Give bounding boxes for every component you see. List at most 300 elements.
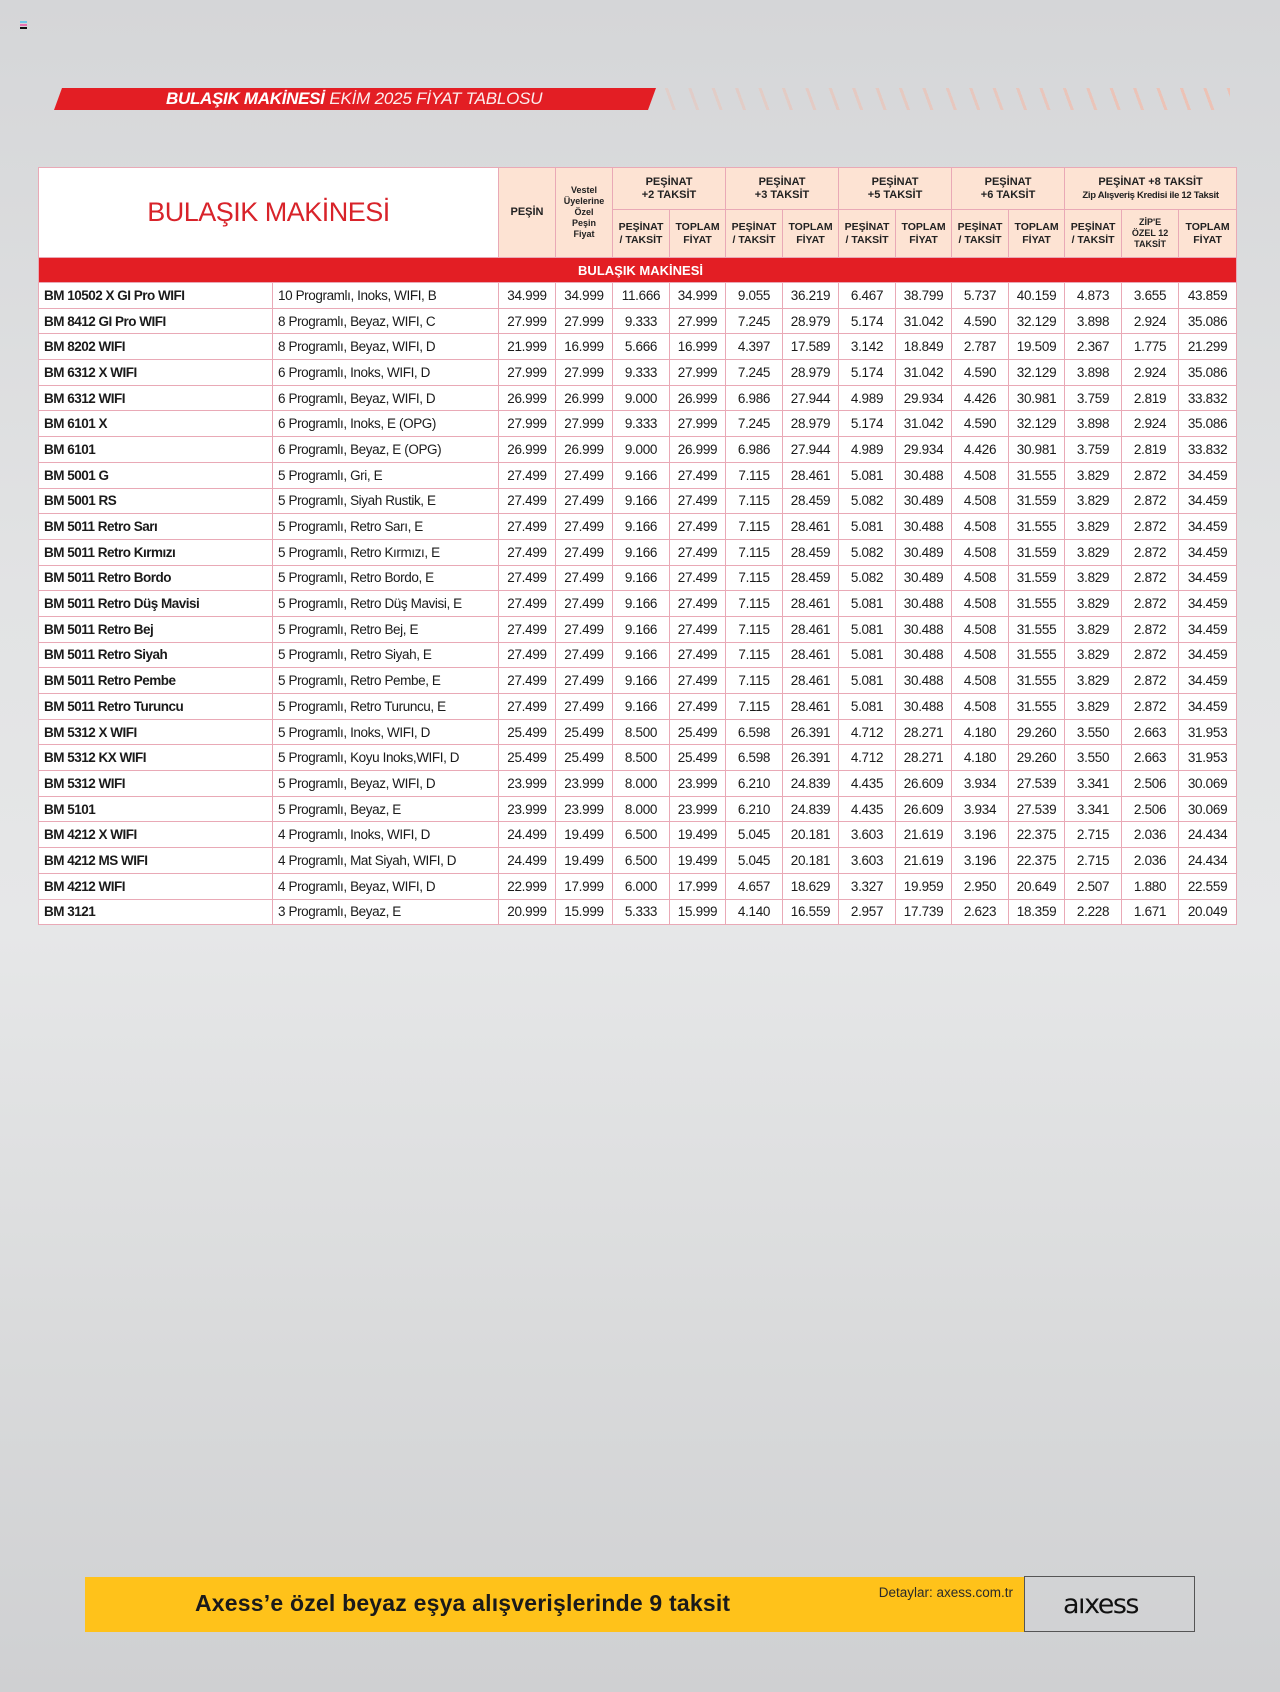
- cell-toplam-2: 27.499: [670, 616, 726, 642]
- cell-description: 5 Programlı, Retro Sarı, E: [273, 514, 499, 540]
- cell-vestel-price: 26.999: [556, 437, 613, 463]
- cell-pesin: 23.999: [499, 796, 556, 822]
- cell-pesin: 27.999: [499, 308, 556, 334]
- cell-pesin: 24.499: [499, 822, 556, 848]
- cell-pesinat-8: 2.715: [1065, 822, 1122, 848]
- cell-toplam-6: 31.555: [1009, 642, 1065, 668]
- cell-pesinat-8: 3.829: [1065, 668, 1122, 694]
- header-sub-pesinat-3: PEŞİNAT / TAKSİT: [726, 210, 783, 258]
- cell-model: BM 6101 X: [39, 411, 273, 437]
- cell-zip-12: 2.872: [1122, 642, 1179, 668]
- cell-vestel-price: 27.499: [556, 694, 613, 720]
- cell-toplam-2: 27.499: [670, 642, 726, 668]
- cell-vestel-price: 27.999: [556, 411, 613, 437]
- cell-pesin: 25.499: [499, 719, 556, 745]
- cell-toplam-2: 27.499: [670, 591, 726, 617]
- cell-pesinat-5: 4.989: [839, 437, 896, 463]
- cell-pesinat-5: 6.467: [839, 283, 896, 309]
- cell-pesin: 27.499: [499, 488, 556, 514]
- cell-pesin: 27.499: [499, 616, 556, 642]
- cell-zip-12: 2.506: [1122, 771, 1179, 797]
- cell-description: 4 Programlı, Beyaz, WIFI, D: [273, 873, 499, 899]
- cell-model: BM 8412 GI Pro WIFI: [39, 308, 273, 334]
- cell-pesinat-8: 3.341: [1065, 796, 1122, 822]
- cell-toplam-8: 24.434: [1179, 848, 1237, 874]
- cell-toplam-2: 26.999: [670, 385, 726, 411]
- table-row: [39, 668, 1237, 694]
- cell-pesinat-8: 3.829: [1065, 642, 1122, 668]
- cell-toplam-8: 34.459: [1179, 565, 1237, 591]
- table-row: [39, 283, 1237, 309]
- cell-vestel-price: 27.499: [556, 539, 613, 565]
- cell-pesinat-3: 7.245: [726, 411, 783, 437]
- cell-zip-12: 2.506: [1122, 796, 1179, 822]
- cell-pesinat-5: 5.081: [839, 694, 896, 720]
- cell-toplam-3: 28.461: [783, 591, 839, 617]
- cell-model: BM 4212 X WIFI: [39, 822, 273, 848]
- cell-toplam-6: 31.555: [1009, 514, 1065, 540]
- cell-pesinat-2: 9.166: [613, 488, 670, 514]
- cell-toplam-2: 27.499: [670, 694, 726, 720]
- cell-vestel-price: 27.499: [556, 591, 613, 617]
- cell-vestel-price: 27.499: [556, 514, 613, 540]
- cell-vestel-price: 17.999: [556, 873, 613, 899]
- cell-pesinat-6: 2.623: [952, 899, 1009, 925]
- cell-pesinat-2: 6.000: [613, 873, 670, 899]
- cell-pesinat-6: 3.196: [952, 848, 1009, 874]
- cell-pesinat-3: 4.397: [726, 334, 783, 360]
- cell-toplam-5: 30.488: [896, 462, 952, 488]
- cell-pesinat-5: 5.081: [839, 642, 896, 668]
- cell-pesinat-8: 3.550: [1065, 719, 1122, 745]
- cell-toplam-3: 18.629: [783, 873, 839, 899]
- page-title-light: EKİM 2025 FİYAT TABLOSU: [329, 89, 543, 108]
- cell-pesinat-5: 3.142: [839, 334, 896, 360]
- cell-pesinat-6: 4.508: [952, 616, 1009, 642]
- cell-toplam-8: 34.459: [1179, 694, 1237, 720]
- cell-toplam-6: 31.555: [1009, 668, 1065, 694]
- cell-toplam-2: 26.999: [670, 437, 726, 463]
- table-row: [39, 437, 1237, 463]
- cell-toplam-8: 34.459: [1179, 591, 1237, 617]
- cell-toplam-3: 16.559: [783, 899, 839, 925]
- cell-description: 10 Programlı, Inoks, WIFI, B: [273, 283, 499, 309]
- cell-vestel-price: 19.499: [556, 848, 613, 874]
- cell-pesinat-5: 4.435: [839, 771, 896, 797]
- cell-pesinat-2: 8.500: [613, 719, 670, 745]
- cell-toplam-6: 22.375: [1009, 822, 1065, 848]
- cell-vestel-price: 27.499: [556, 488, 613, 514]
- cell-pesinat-2: 9.166: [613, 591, 670, 617]
- cell-pesinat-8: 2.715: [1065, 848, 1122, 874]
- cell-toplam-8: 34.459: [1179, 488, 1237, 514]
- cell-pesinat-8: 3.898: [1065, 411, 1122, 437]
- cell-vestel-price: 25.499: [556, 719, 613, 745]
- cell-toplam-5: 17.739: [896, 899, 952, 925]
- cell-pesinat-6: 4.508: [952, 488, 1009, 514]
- cell-pesinat-5: 3.327: [839, 873, 896, 899]
- cell-pesinat-5: 3.603: [839, 822, 896, 848]
- cell-model: BM 6101: [39, 437, 273, 463]
- cell-pesinat-6: 4.426: [952, 437, 1009, 463]
- header-sub-zip-12: ZİP'E ÖZEL 12 TAKSİT: [1122, 210, 1179, 258]
- header-sub-toplam-3: TOPLAM FİYAT: [783, 210, 839, 258]
- header-sub-toplam-5: TOPLAM FİYAT: [896, 210, 952, 258]
- cell-description: 6 Programlı, Beyaz, WIFI, D: [273, 385, 499, 411]
- cell-pesinat-5: 3.603: [839, 848, 896, 874]
- axess-logo-box: [1024, 1576, 1195, 1632]
- cell-toplam-5: 30.488: [896, 668, 952, 694]
- cell-toplam-3: 28.979: [783, 411, 839, 437]
- cell-zip-12: 2.924: [1122, 411, 1179, 437]
- cell-pesinat-3: 7.115: [726, 514, 783, 540]
- cell-zip-12: 2.872: [1122, 565, 1179, 591]
- cell-pesinat-8: 3.341: [1065, 771, 1122, 797]
- cell-pesinat-3: 7.115: [726, 642, 783, 668]
- header-sub-pesinat-8: PEŞİNAT / TAKSİT: [1065, 210, 1122, 258]
- cell-pesinat-5: 5.081: [839, 591, 896, 617]
- cell-pesinat-3: 6.210: [726, 796, 783, 822]
- cell-description: 5 Programlı, Beyaz, WIFI, D: [273, 771, 499, 797]
- cell-zip-12: 2.872: [1122, 591, 1179, 617]
- cell-pesinat-6: 4.508: [952, 642, 1009, 668]
- cell-pesin: 26.999: [499, 437, 556, 463]
- cell-description: 5 Programlı, Retro Siyah, E: [273, 642, 499, 668]
- cell-zip-12: 2.872: [1122, 616, 1179, 642]
- cell-pesinat-3: 6.598: [726, 719, 783, 745]
- cell-pesinat-3: 7.115: [726, 488, 783, 514]
- cell-pesinat-8: 3.829: [1065, 488, 1122, 514]
- table-row: [39, 514, 1237, 540]
- cell-pesinat-3: 9.055: [726, 283, 783, 309]
- cell-toplam-5: 30.488: [896, 694, 952, 720]
- cell-pesinat-2: 9.333: [613, 360, 670, 386]
- cell-description: 5 Programlı, Retro Pembe, E: [273, 668, 499, 694]
- cell-toplam-2: 25.499: [670, 745, 726, 771]
- cell-pesinat-5: 4.989: [839, 385, 896, 411]
- cell-pesin: 25.499: [499, 745, 556, 771]
- cell-pesinat-5: 5.082: [839, 488, 896, 514]
- cell-toplam-6: 32.129: [1009, 308, 1065, 334]
- cell-zip-12: 2.872: [1122, 539, 1179, 565]
- cell-toplam-5: 19.959: [896, 873, 952, 899]
- cell-pesinat-2: 8.000: [613, 796, 670, 822]
- cell-toplam-3: 26.391: [783, 745, 839, 771]
- cell-pesinat-6: 4.590: [952, 360, 1009, 386]
- cell-zip-12: 2.872: [1122, 668, 1179, 694]
- cell-model: BM 5101: [39, 796, 273, 822]
- cell-pesinat-3: 6.986: [726, 437, 783, 463]
- cell-toplam-5: 30.488: [896, 642, 952, 668]
- cell-pesinat-5: 5.174: [839, 411, 896, 437]
- cell-toplam-3: 28.459: [783, 539, 839, 565]
- cell-toplam-6: 29.260: [1009, 719, 1065, 745]
- cell-pesinat-5: 4.712: [839, 745, 896, 771]
- cell-zip-12: 2.036: [1122, 848, 1179, 874]
- cell-vestel-price: 34.999: [556, 283, 613, 309]
- cell-toplam-8: 35.086: [1179, 411, 1237, 437]
- table-row: [39, 719, 1237, 745]
- promo-banner: [85, 1577, 1025, 1632]
- cell-pesinat-2: 9.166: [613, 514, 670, 540]
- header-pesin: PEŞİN: [499, 168, 556, 258]
- cell-description: 5 Programlı, Retro Düş Mavisi, E: [273, 591, 499, 617]
- table-row: [39, 822, 1237, 848]
- cell-model: BM 3121: [39, 899, 273, 925]
- cell-toplam-6: 30.981: [1009, 385, 1065, 411]
- cell-vestel-price: 27.999: [556, 360, 613, 386]
- cell-toplam-5: 38.799: [896, 283, 952, 309]
- cell-toplam-6: 18.359: [1009, 899, 1065, 925]
- cell-toplam-8: 34.459: [1179, 642, 1237, 668]
- cell-toplam-5: 30.489: [896, 488, 952, 514]
- table-row: [39, 360, 1237, 386]
- cell-zip-12: 1.880: [1122, 873, 1179, 899]
- cell-pesinat-3: 7.115: [726, 616, 783, 642]
- table-row: [39, 873, 1237, 899]
- cell-pesinat-5: 5.174: [839, 360, 896, 386]
- cell-pesinat-6: 5.737: [952, 283, 1009, 309]
- cell-toplam-3: 27.944: [783, 437, 839, 463]
- table-brand-title: BULAŞIK MAKİNESİ: [39, 168, 499, 258]
- cell-zip-12: 2.872: [1122, 462, 1179, 488]
- cell-model: BM 5011 Retro Siyah: [39, 642, 273, 668]
- cell-description: 5 Programlı, Retro Turuncu, E: [273, 694, 499, 720]
- cell-pesinat-6: 2.787: [952, 334, 1009, 360]
- table-row: [39, 694, 1237, 720]
- cell-zip-12: 2.872: [1122, 488, 1179, 514]
- cell-pesinat-6: 4.590: [952, 411, 1009, 437]
- cell-pesinat-3: 7.115: [726, 462, 783, 488]
- cell-toplam-6: 32.129: [1009, 411, 1065, 437]
- cell-pesin: 27.999: [499, 360, 556, 386]
- cell-toplam-2: 27.499: [670, 488, 726, 514]
- cell-pesin: 20.999: [499, 899, 556, 925]
- cell-pesin: 24.499: [499, 848, 556, 874]
- cell-pesinat-2: 9.166: [613, 642, 670, 668]
- cell-pesinat-8: 3.898: [1065, 360, 1122, 386]
- cell-pesinat-2: 9.000: [613, 385, 670, 411]
- cell-toplam-2: 27.499: [670, 462, 726, 488]
- cell-toplam-8: 34.459: [1179, 514, 1237, 540]
- cell-toplam-8: 34.459: [1179, 539, 1237, 565]
- cell-toplam-8: 31.953: [1179, 719, 1237, 745]
- cell-toplam-8: 31.953: [1179, 745, 1237, 771]
- cell-pesinat-8: 3.829: [1065, 514, 1122, 540]
- cell-pesinat-6: 4.180: [952, 719, 1009, 745]
- cell-toplam-8: 21.299: [1179, 334, 1237, 360]
- header-sub-pesinat-6: PEŞİNAT / TAKSİT: [952, 210, 1009, 258]
- cell-pesinat-2: 5.666: [613, 334, 670, 360]
- table-row: [39, 411, 1237, 437]
- cell-toplam-5: 30.489: [896, 565, 952, 591]
- cell-toplam-6: 31.555: [1009, 694, 1065, 720]
- cell-toplam-8: 43.859: [1179, 283, 1237, 309]
- cell-zip-12: 2.924: [1122, 308, 1179, 334]
- cell-vestel-price: 19.499: [556, 822, 613, 848]
- cell-pesinat-6: 4.508: [952, 514, 1009, 540]
- cell-pesinat-8: 3.829: [1065, 591, 1122, 617]
- table-row: [39, 334, 1237, 360]
- cell-toplam-3: 28.979: [783, 308, 839, 334]
- cell-toplam-6: 20.649: [1009, 873, 1065, 899]
- cell-zip-12: 3.655: [1122, 283, 1179, 309]
- table-row: [39, 616, 1237, 642]
- cell-pesinat-5: 4.712: [839, 719, 896, 745]
- cell-toplam-2: 27.499: [670, 514, 726, 540]
- cell-zip-12: 1.775: [1122, 334, 1179, 360]
- cell-toplam-5: 31.042: [896, 411, 952, 437]
- cell-toplam-3: 28.979: [783, 360, 839, 386]
- cell-toplam-8: 33.832: [1179, 437, 1237, 463]
- cell-zip-12: 2.819: [1122, 437, 1179, 463]
- table-row: [39, 899, 1237, 925]
- cell-toplam-5: 21.619: [896, 822, 952, 848]
- cell-toplam-2: 27.499: [670, 565, 726, 591]
- cell-toplam-3: 20.181: [783, 848, 839, 874]
- cell-pesinat-6: 4.508: [952, 668, 1009, 694]
- cell-toplam-5: 31.042: [896, 360, 952, 386]
- cell-toplam-3: 28.461: [783, 642, 839, 668]
- cell-toplam-2: 16.999: [670, 334, 726, 360]
- cell-toplam-5: 18.849: [896, 334, 952, 360]
- cell-pesinat-5: 2.957: [839, 899, 896, 925]
- cell-pesinat-6: 4.508: [952, 462, 1009, 488]
- cell-toplam-2: 23.999: [670, 796, 726, 822]
- cell-toplam-5: 30.489: [896, 539, 952, 565]
- cell-description: 3 Programlı, Beyaz, E: [273, 899, 499, 925]
- cell-toplam-8: 34.459: [1179, 668, 1237, 694]
- table-row: [39, 308, 1237, 334]
- cell-pesinat-6: 2.950: [952, 873, 1009, 899]
- cell-model: BM 5001 G: [39, 462, 273, 488]
- cell-vestel-price: 27.499: [556, 462, 613, 488]
- cell-pesinat-2: 9.166: [613, 539, 670, 565]
- header-group-8-taksit: PEŞİNAT +8 TAKSİT Zip Alışveriş Kredisi ile 12 Taksit: [1065, 168, 1237, 210]
- cell-model: BM 8202 WIFI: [39, 334, 273, 360]
- cell-toplam-6: 27.539: [1009, 796, 1065, 822]
- cell-model: BM 5312 X WIFI: [39, 719, 273, 745]
- cell-pesinat-8: 2.367: [1065, 334, 1122, 360]
- cell-toplam-2: 27.499: [670, 539, 726, 565]
- cell-toplam-6: 22.375: [1009, 848, 1065, 874]
- cell-toplam-5: 31.042: [896, 308, 952, 334]
- header-vestel-price: Vestel Üyelerine Özel Peşin Fiyat: [556, 168, 613, 258]
- cell-toplam-2: 27.999: [670, 360, 726, 386]
- table-row: [39, 385, 1237, 411]
- cell-toplam-5: 26.609: [896, 771, 952, 797]
- cell-toplam-3: 20.181: [783, 822, 839, 848]
- cell-model: BM 5312 KX WIFI: [39, 745, 273, 771]
- cell-pesinat-8: 3.829: [1065, 462, 1122, 488]
- print-color-mark: [20, 21, 27, 29]
- cell-toplam-8: 30.069: [1179, 796, 1237, 822]
- header-sub-toplam-8: TOPLAM FİYAT: [1179, 210, 1237, 258]
- cell-toplam-5: 28.271: [896, 719, 952, 745]
- promo-main-text: Axess’e özel beyaz eşya alışverişlerinde 9 taksit: [195, 1590, 731, 1616]
- cell-toplam-3: 28.461: [783, 462, 839, 488]
- cell-pesinat-8: 3.759: [1065, 385, 1122, 411]
- cell-pesinat-8: 3.550: [1065, 745, 1122, 771]
- cell-toplam-8: 34.459: [1179, 462, 1237, 488]
- table-row: [39, 642, 1237, 668]
- cell-pesinat-8: 3.829: [1065, 565, 1122, 591]
- cell-pesinat-6: 4.508: [952, 591, 1009, 617]
- cell-pesinat-3: 7.115: [726, 565, 783, 591]
- cell-pesinat-6: 4.426: [952, 385, 1009, 411]
- cell-model: BM 6312 X WIFI: [39, 360, 273, 386]
- cell-pesinat-5: 5.174: [839, 308, 896, 334]
- cell-pesinat-5: 5.081: [839, 668, 896, 694]
- cell-toplam-6: 30.981: [1009, 437, 1065, 463]
- cell-toplam-8: 34.459: [1179, 616, 1237, 642]
- cell-pesin: 27.999: [499, 411, 556, 437]
- cell-description: 5 Programlı, Siyah Rustik, E: [273, 488, 499, 514]
- cell-pesinat-2: 9.166: [613, 616, 670, 642]
- cell-toplam-6: 31.559: [1009, 539, 1065, 565]
- cell-toplam-6: 31.555: [1009, 462, 1065, 488]
- cell-model: BM 5011 Retro Bordo: [39, 565, 273, 591]
- cell-zip-12: 2.663: [1122, 719, 1179, 745]
- cell-pesinat-2: 9.166: [613, 462, 670, 488]
- cell-pesinat-2: 9.000: [613, 437, 670, 463]
- cell-vestel-price: 23.999: [556, 771, 613, 797]
- cell-toplam-2: 27.999: [670, 308, 726, 334]
- cell-pesin: 27.499: [499, 668, 556, 694]
- table-row: [39, 539, 1237, 565]
- cell-pesinat-6: 4.180: [952, 745, 1009, 771]
- cell-toplam-5: 30.488: [896, 514, 952, 540]
- cell-toplam-6: 32.129: [1009, 360, 1065, 386]
- cell-description: 5 Programlı, Retro Kırmızı, E: [273, 539, 499, 565]
- cell-pesinat-6: 3.934: [952, 771, 1009, 797]
- price-table: [38, 167, 1237, 925]
- cell-toplam-2: 27.499: [670, 668, 726, 694]
- cell-pesin: 23.999: [499, 771, 556, 797]
- header-group-3-taksit: PEŞİNAT +3 TAKSİT: [726, 168, 839, 210]
- cell-zip-12: 2.924: [1122, 360, 1179, 386]
- table-row: [39, 462, 1237, 488]
- cell-toplam-8: 35.086: [1179, 308, 1237, 334]
- header-sub-pesinat-5: PEŞİNAT / TAKSİT: [839, 210, 896, 258]
- cell-vestel-price: 25.499: [556, 745, 613, 771]
- cell-toplam-8: 30.069: [1179, 771, 1237, 797]
- axess-logo: aıxess: [1063, 1588, 1138, 1620]
- cell-pesinat-2: 8.000: [613, 771, 670, 797]
- cell-pesin: 27.499: [499, 462, 556, 488]
- cell-description: 6 Programlı, Beyaz, E (OPG): [273, 437, 499, 463]
- cell-pesin: 21.999: [499, 334, 556, 360]
- header-sub-toplam-2: TOPLAM FİYAT: [670, 210, 726, 258]
- cell-toplam-3: 36.219: [783, 283, 839, 309]
- cell-pesinat-3: 6.986: [726, 385, 783, 411]
- cell-toplam-3: 28.461: [783, 616, 839, 642]
- cell-toplam-3: 26.391: [783, 719, 839, 745]
- cell-zip-12: 2.663: [1122, 745, 1179, 771]
- cell-pesinat-3: 5.045: [726, 822, 783, 848]
- cell-pesinat-5: 5.082: [839, 565, 896, 591]
- promo-details-link[interactable]: Detaylar: axess.com.tr: [878, 1585, 1013, 1600]
- cell-pesinat-3: 7.115: [726, 694, 783, 720]
- cell-pesinat-8: 3.759: [1065, 437, 1122, 463]
- cell-toplam-5: 26.609: [896, 796, 952, 822]
- cell-toplam-8: 20.049: [1179, 899, 1237, 925]
- cell-zip-12: 2.819: [1122, 385, 1179, 411]
- cell-description: 5 Programlı, Inoks, WIFI, D: [273, 719, 499, 745]
- cell-pesin: 34.999: [499, 283, 556, 309]
- cell-pesinat-6: 3.196: [952, 822, 1009, 848]
- cell-pesinat-5: 5.082: [839, 539, 896, 565]
